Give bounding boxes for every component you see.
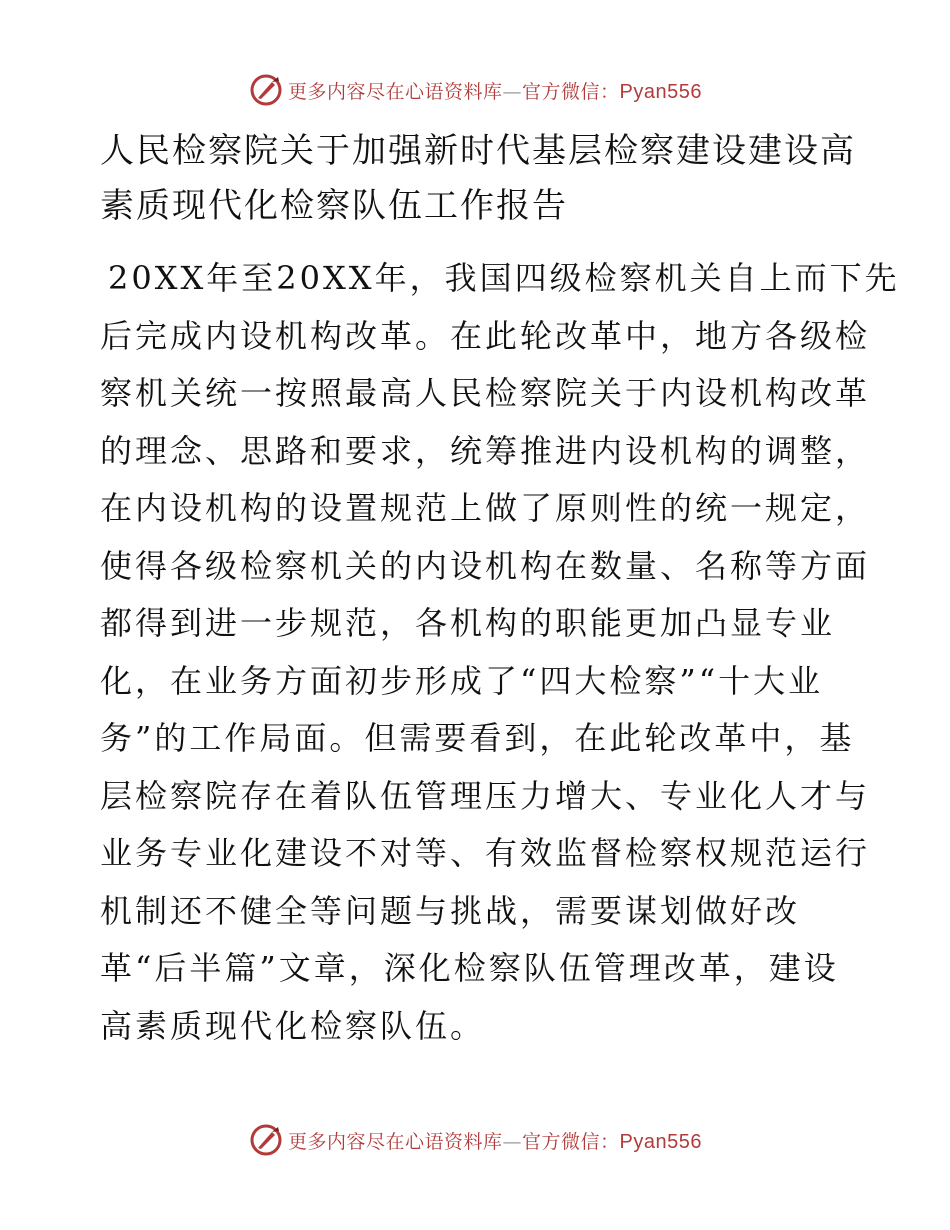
paragraph-line: 后完成内设机构改革。在此轮改革中，地方各级检 xyxy=(100,316,871,355)
paragraph-line: 的理念、思路和要求，统筹推进内设机构的调整， xyxy=(100,431,871,470)
paragraph-line: 化，在业务方面初步形成了“四大检察”“十大业 xyxy=(100,661,824,700)
paragraph-line: 业务专业化建设不对等、有效监督检察权规范运行 xyxy=(100,834,871,872)
wechat-id: Pyan556 xyxy=(619,1130,702,1153)
watermark-text: 更多内容尽在心语资料库 xyxy=(288,1130,503,1153)
paragraph-line: 层检察院存在着队伍管理压力增大、专业化人才与 xyxy=(100,776,871,815)
quill-circle-logo-icon xyxy=(248,1122,284,1158)
paragraph-line: 革“后半篇”文章，深化检察队伍管理改革，建设 xyxy=(100,949,839,987)
wechat-label: 官方微信： xyxy=(522,80,620,103)
title-line: 素质现代化检察队伍工作报告 xyxy=(100,186,568,226)
footer-watermark xyxy=(0,1118,950,1162)
paragraph-line: 都得到进一步规范，各机构的职能更加凸显专业 xyxy=(100,604,836,642)
paragraph-line: 察机关统一按照最高人民检察院关于内设机构改革 xyxy=(100,374,871,412)
quill-circle-logo-icon xyxy=(248,72,284,108)
paragraph-line: 20XX年至20XX年，我国四级检察机关自上而下先 xyxy=(108,259,900,297)
paragraph-line: 务”的工作局面。但需要看到，在此轮改革中，基 xyxy=(100,719,855,757)
watermark-separator: — xyxy=(502,80,523,103)
document-title xyxy=(100,124,860,234)
paragraph-line: 使得各级检察机关的内设机构在数量、名称等方面 xyxy=(100,546,871,585)
paragraph-line: 高素质现代化检察队伍。 xyxy=(100,1006,486,1045)
document-paragraph xyxy=(100,250,900,1055)
watermark-separator: — xyxy=(502,1130,523,1153)
title-line: 人民检察院关于加强新时代基层检察建设建设高 xyxy=(100,131,856,171)
wechat-id: Pyan556 xyxy=(619,80,702,103)
paragraph-line: 机制还不健全等问题与挑战，需要谋划做好改 xyxy=(100,891,801,930)
header-watermark xyxy=(0,68,950,112)
watermark-text: 更多内容尽在心语资料库 xyxy=(288,80,503,103)
wechat-label: 官方微信： xyxy=(522,1130,620,1153)
paragraph-line: 在内设机构的设置规范上做了原则性的统一规定， xyxy=(100,489,871,527)
